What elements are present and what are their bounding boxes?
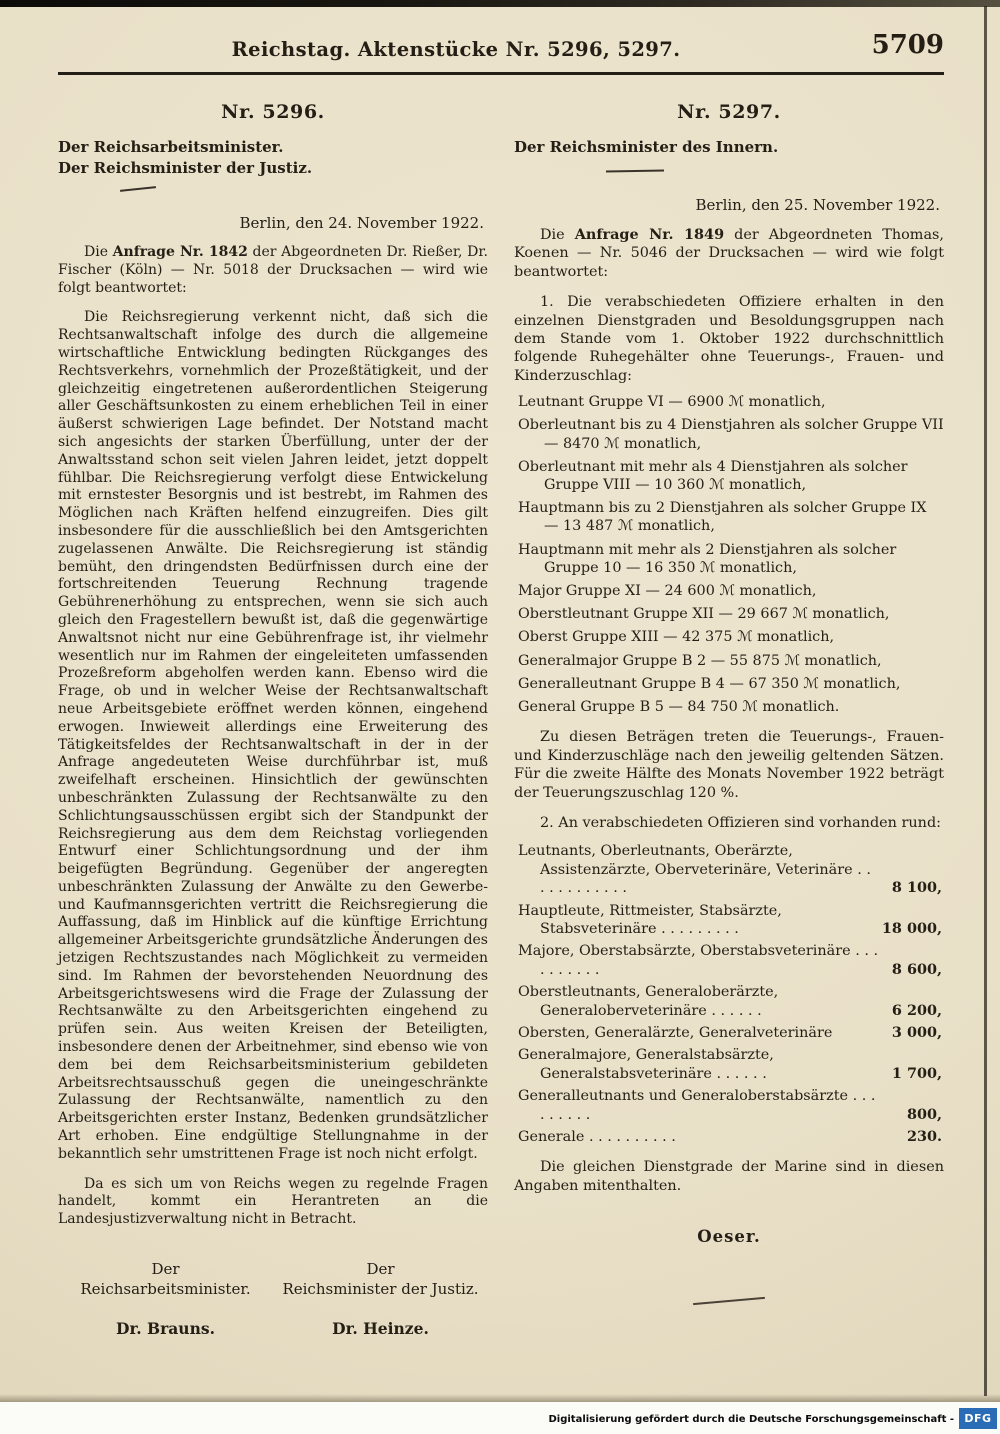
signature-pre: Der bbox=[366, 1260, 395, 1279]
sender-block bbox=[58, 137, 488, 190]
sender-block bbox=[514, 137, 944, 172]
intro-text: der Abgeordneten Thomas, Koenen — Nr. 5046 der Drucksachen — wird wie folgt beantwortet: bbox=[514, 227, 944, 280]
signature-pre: Der bbox=[151, 1260, 180, 1279]
signature-oeser: Oeser. bbox=[697, 1227, 761, 1247]
section-1-paragraph: 1. Die verabschiedeten Offiziere erhalten in den einzelnen Dienstgraden und Besoldungsgruppen nach dem Stande vom 1. Oktober 1922 durchschnittlich folgende Ruhegehälter ohne Teuerungs-, Frauen- und Kinderzuschlag: bbox=[514, 294, 944, 384]
anfrage-number: Anfrage Nr. 1842 bbox=[112, 244, 248, 260]
count-row bbox=[514, 1042, 944, 1083]
count-value: 3 000, bbox=[891, 1023, 942, 1041]
two-column-layout bbox=[58, 97, 944, 1338]
intro-paragraph-left bbox=[58, 244, 488, 297]
signature-office: Reichsminister der Justiz. bbox=[282, 1280, 479, 1299]
paper-bottom-edge bbox=[0, 1394, 1000, 1402]
flourish-dash bbox=[120, 186, 156, 192]
body-paragraph: Die Reichsregierung verkennt nicht, daß sich die Rechtsanwaltschaft infolge des durch die allgemeine wirtschaftliche Entwicklung bedingten Rückganges des Rechtsverkehrs, vornehmlich der Prozeßtätigkeit, und der gleichzeitig eingetretenen außerordentlichen Steigerung aller Geschäftsunkosten zu einem erheblichen Teil in einer äußerst schwierigen Lage befindet. Der Notstand macht sich angesichts der starken Überfüllung, unter der der Anwaltsstand schon seit vielen Jahren leidet, jetzt doppelt fühlbar. Die Reichsregierung verfolgt diese Entwickelung mit ernstester Besorgnis und ist bestrebt, im Rahmen des Möglichen nach Kräften helfend einzugreifen. Dies gilt insbesondere für die ausschließlich bei den Amtsgerichten zugelassenen Anwälte. Die Reichsregierung ist ständig bemüht, den dringendsten Bedürfnissen durch eine der fortschreitenden Teuerung Rechnung tragende Gebührenerhöhung zu entsprechen, wenn sie sich auch gleich den Fragestellern bewußt ist, daß die gegenwärtige Anwaltsnot nicht nur eine Gebührenfrage ist, ihr vielmehr wesentlich nur im Rahmen der eingeleiteten umfassenden Prozeßreform abgeholfen werden kann. Ebenso wird die Frage, ob und in welcher Weise der Rechtsanwaltschaft neue Arbeitsgebiete eröffnet werden können, eingehend erwogen. Inwieweit allerdings eine Erweiterung des Tätigkeitsfeldes der Rechtsanwaltschaft in der in der Anfrage angedeuteten Weise durchführbar ist, muß zweifelhaft erscheinen. Hinsichtlich der gewünschten unbeschränkten Zulassung der Rechtsanwälte zu den Schlichtungsausschüssen ergibt sich der Standpunkt der Reichsregierung aus dem dem Reichstag vorliegenden Entwurf einer Schlichtungsordnung und der ihm beigefügten Begründung. Gegenüber der angeregten unbeschränkten Zulassung der Anwälte zu den Gewerbe- und Kaufmannsgerichten vertritt die Reichsregierung die Auffassung, daß im Hinblick auf die künftige Errichtung allgemeiner Arbeitsgerichte grundsätzliche Änderungen des jetzigen Rechtszustandes nach Möglichkeit zu vermeiden sind. Im Rahmen der bevorstehenden Neuordnung des Arbeitsgerichtswesens wird die Frage der Zulassung der Rechtsanwälte zu den Arbeitsgerichten eingehend zu prüfen sein. Aus weiten Kreisen der Beteiligten, insbesondere denen der Arbeitnehmer, sind ebenso wie von dem bei dem Reichsarbeitsministerium gebildeten Arbeitsrechtsausschuß gegen die uneingeschränkte Zulassung der Rechtsanwälte, namentlich zu den Arbeitsgerichten erster Instanz, Bedenken grundsätzlicher Art erhoben. Eine endgültige Stellungnahme in der bekanntlich sehr umstrittenen Frage ist noch nicht erfolgt. bbox=[58, 309, 488, 1162]
sender-reichsminister-justiz: Der Reichsminister der Justiz. bbox=[58, 159, 313, 177]
count-row bbox=[514, 898, 944, 939]
dateline-right: Berlin, den 25. November 1922. bbox=[695, 196, 940, 214]
salary-item: Leutnant Gruppe VI — 6900 ℳ monatlich, bbox=[518, 394, 826, 411]
signature-brauns: Dr. Brauns. bbox=[116, 1319, 215, 1339]
salary-item: Generalleutnant Gruppe B 4 — 67 350 ℳ monatlich, bbox=[518, 675, 901, 692]
count-value: 1 700, bbox=[891, 1064, 942, 1082]
doc-number-5296: Nr. 5296. bbox=[221, 101, 325, 123]
dot-leader: . . . . . . . . . bbox=[540, 1088, 876, 1123]
page-number: 5709 bbox=[871, 30, 944, 60]
intro-text: der Abgeordneten Dr. Rießer, Dr. Fischer (Köln) — Nr. 5018 der Drucksachen — wird wie folgt beantwortet: bbox=[58, 244, 489, 296]
count-row bbox=[514, 938, 944, 979]
count-row bbox=[514, 979, 944, 1020]
footer-strip bbox=[0, 1402, 1000, 1434]
salary-item: Oberst Gruppe XIII — 42 375 ℳ monatlich, bbox=[518, 629, 835, 646]
masthead-rule bbox=[58, 72, 944, 75]
intro-text: Die bbox=[540, 227, 575, 243]
closing-paragraph: Da es sich um von Reichs wegen zu regelnde Fragen handelt, kommt ein Herantreten an die Landesjustizverwaltung nicht in Betracht. bbox=[58, 1175, 488, 1228]
flourish-dash bbox=[606, 169, 664, 172]
count-label: Generale bbox=[518, 1129, 585, 1146]
count-row bbox=[514, 1020, 944, 1042]
digitization-credit: Digitalisierung gefördert durch die Deutsche Forschungsgemeinschaft - bbox=[548, 1414, 954, 1425]
count-label: Obersten, Generalärzte, Generalveterinäre bbox=[518, 1024, 833, 1041]
count-row bbox=[514, 1124, 944, 1146]
count-row bbox=[514, 838, 944, 897]
signature-title-right bbox=[273, 1259, 488, 1299]
count-label: Leutnants, Oberleutnants, Oberärzte, Assistenzärzte, Oberveterinäre, Veterinäre bbox=[518, 843, 853, 878]
salary-item: Hauptmann mit mehr als 2 Dienstjahren als solcher Gruppe 10 — 16 350 ℳ monatlich, bbox=[518, 541, 897, 576]
sender-reichsminister-innern: Der Reichsminister des Innern. bbox=[514, 138, 779, 156]
dot-leader: . . . . . . . . . . bbox=[584, 1129, 676, 1146]
anfrage-number: Anfrage Nr. 1849 bbox=[574, 226, 725, 243]
column-left bbox=[58, 97, 488, 1338]
signature-names bbox=[58, 1319, 488, 1338]
count-value: 230. bbox=[906, 1128, 942, 1146]
salary-item: Oberleutnant bis zu 4 Dienstjahren als solcher Gruppe VII — 8470 ℳ monatlich, bbox=[518, 417, 944, 452]
pen-flourish bbox=[693, 1297, 765, 1305]
section-2-heading: 2. An verabschiedeten Offizieren sind vorhanden rund: bbox=[540, 814, 941, 831]
intro-paragraph-right bbox=[514, 226, 944, 281]
count-label: Generalmajore, Generalstabsärzte, Generalstabsveterinäre bbox=[518, 1047, 774, 1082]
page-title: Reichstag. Aktenstücke Nr. 5296, 5297. bbox=[231, 38, 681, 61]
salary-list bbox=[514, 393, 944, 716]
count-label: Generalleutnants und Generaloberstabsärzte bbox=[518, 1088, 849, 1105]
count-label: Oberstleutnants, Generaloberärzte, Generaloberveterinäre bbox=[518, 984, 779, 1019]
intro-text: Die bbox=[84, 244, 113, 260]
count-table bbox=[514, 838, 944, 1146]
salary-item: Major Gruppe XI — 24 600 ℳ monatlich, bbox=[518, 583, 817, 600]
signature-titles bbox=[58, 1259, 488, 1299]
count-value: 6 200, bbox=[891, 1001, 942, 1019]
count-value: 18 000, bbox=[881, 919, 942, 937]
count-value: 8 600, bbox=[891, 960, 942, 978]
dot-leader: . . . . . . bbox=[706, 1002, 762, 1019]
count-label: Majore, Oberstabsärzte, Oberstabsveterinäre bbox=[518, 943, 851, 960]
dot-leader: . . . . . . . . . . . . bbox=[540, 861, 871, 897]
dateline-left: Berlin, den 24. November 1922. bbox=[239, 214, 484, 232]
sender-reichsarbeitsminister: Der Reichsarbeitsminister. bbox=[58, 138, 284, 156]
count-value: 800, bbox=[906, 1105, 942, 1123]
scan-right-edge bbox=[984, 6, 987, 1396]
scan-top-edge bbox=[0, 0, 1000, 7]
dot-leader: . . . . . . . . . . bbox=[540, 943, 879, 978]
marine-note: Die gleichen Dienstgrade der Marine sind in diesen Angaben mitenthalten. bbox=[514, 1159, 944, 1194]
signature-office: Reichsarbeitsminister. bbox=[80, 1280, 251, 1299]
count-label: Hauptleute, Rittmeister, Stabsärzte, Stabsveterinäre bbox=[518, 902, 782, 937]
dot-leader: . . . . . . bbox=[711, 1065, 767, 1082]
salary-item: Generalmajor Gruppe B 2 — 55 875 ℳ monatlich, bbox=[518, 652, 882, 669]
count-row bbox=[514, 1083, 944, 1124]
dot-leader: . . . . . . . . . bbox=[656, 920, 739, 937]
salary-item: General Gruppe B 5 — 84 750 ℳ monatlich. bbox=[518, 699, 840, 716]
masthead bbox=[58, 30, 944, 68]
dfg-logo: DFG bbox=[959, 1408, 997, 1429]
doc-number-5297: Nr. 5297. bbox=[677, 101, 781, 123]
salary-item: Hauptmann bis zu 2 Dienstjahren als solcher Gruppe IX — 13 487 ℳ monatlich, bbox=[518, 500, 927, 535]
signature-title-left bbox=[58, 1259, 273, 1299]
teuerung-note: Zu diesen Beträgen treten die Teuerungs-, Frauen- und Kinderzuschläge nach den jeweilig geltenden Sätzen. Für die zweite Hälfte des Monats November 1922 beträgt der Teuerungszuschlag 120 %. bbox=[514, 729, 944, 801]
signature-heinze: Dr. Heinze. bbox=[332, 1319, 429, 1339]
salary-item: Oberstleutnant Gruppe XII — 29 667 ℳ monatlich, bbox=[518, 606, 890, 623]
count-value: 8 100, bbox=[891, 879, 942, 897]
salary-item: Oberleutnant mit mehr als 4 Dienstjahren als solcher Gruppe VIII — 10 360 ℳ monatlich, bbox=[518, 458, 908, 494]
column-right bbox=[514, 97, 944, 1338]
page-content bbox=[58, 30, 944, 1339]
